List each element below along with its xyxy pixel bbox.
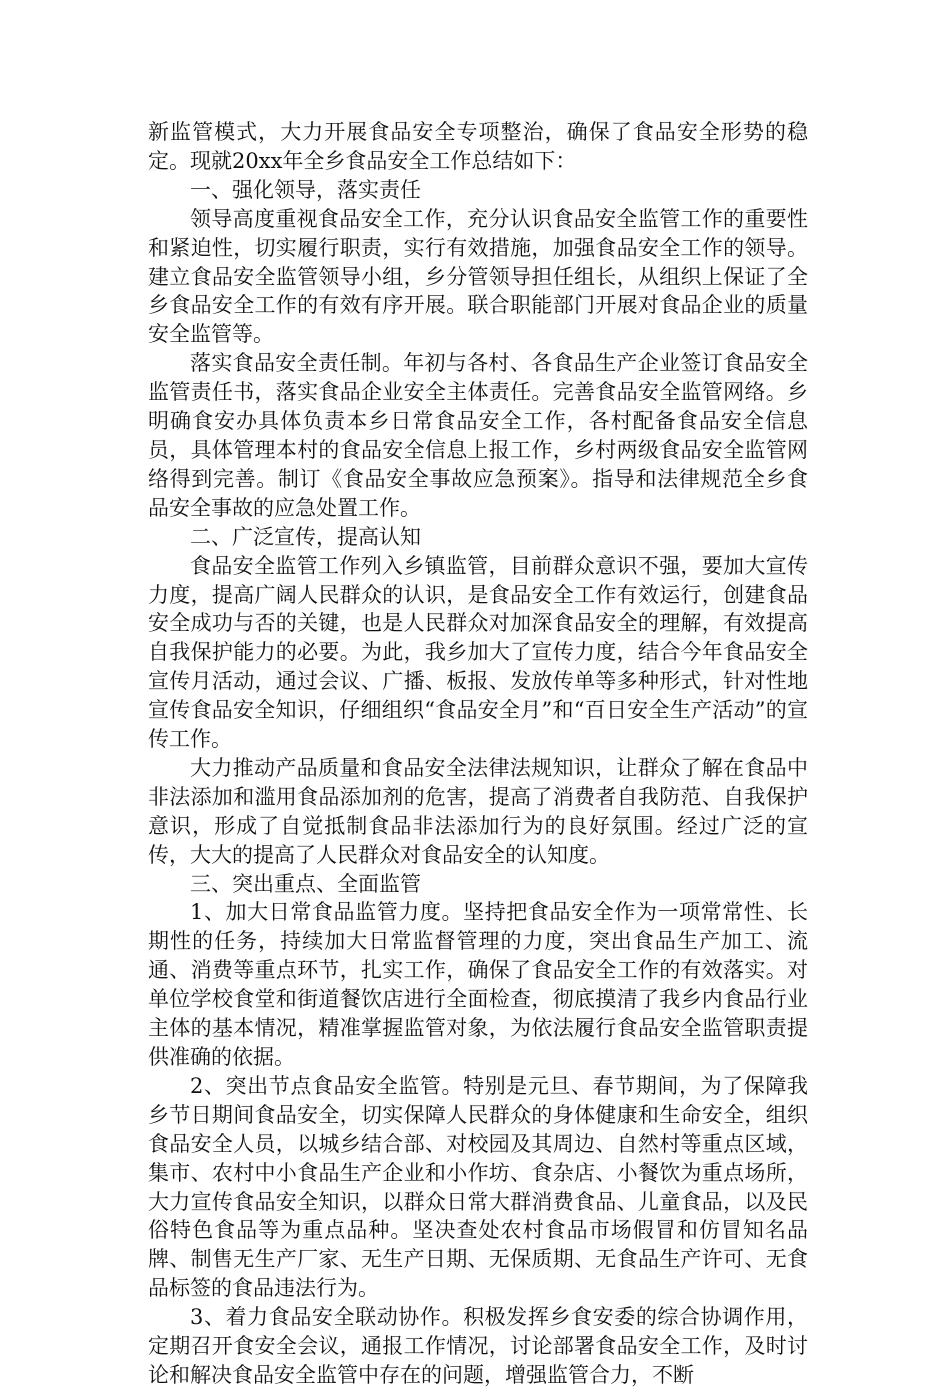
document-body bbox=[148, 118, 808, 1390]
paragraph-intro: 新监管模式，大力开展食品安全专项整治，确保了食品安全形势的稳定。现就20xx年全乡食品安全工作总结如下： bbox=[148, 120, 808, 173]
paragraph: 落实食品安全责任制。年初与各村、各食品生产企业签订食品安全监管责任书，落实食品企业安全主体责任。完善食品安全监管网络。乡明确食安办具体负责本乡日常食品安全工作，各村配备食品安全信息员，具体管理本村的食品安全信息上报工作，乡村两级食品安全监管网络得到完善。制订《食品安全事故应急预案》。指导和法律规范全乡食品安全事故的应急处置工作。 bbox=[148, 351, 808, 520]
paragraph: 大力推动产品质量和食品安全法律法规知识，让群众了解在食品中非法添加和滥用食品添加剂的危害，提高了消费者自我防范、自我保护意识，形成了自觉抵制食品非法添加行为的良好氛围。经过广泛的宣传，大大的提高了人民群众对食品安全的认知度。 bbox=[148, 755, 808, 867]
paragraph: 2、突出节点食品安全监管。特别是元旦、春节期间，为了保障我乡节日期间食品安全，切实保障人民群众的身体健康和生命安全，组织食品安全人员，以城乡结合部、对校园及其周边、自然村等重点区域，集市、农村中小食品生产企业和小作坊、食杂店、小餐饮为重点场所，大力宣传食品安全知识，以群众日常大群消费食品、儿童食品，以及民俗特色食品等为重点品种。坚决查处农村食品市场假冒和仿冒知名品牌、制售无生产厂家、无生产日期、无保质期、无食品生产许可、无食品标签的食品违法行为。 bbox=[148, 1073, 808, 1301]
section-heading-1: 一、强化领导，落实责任 bbox=[190, 177, 421, 202]
paragraph: 1、加大日常食品监管力度。坚持把食品安全作为一项常常性、长期性的任务，持续加大日常监督管理的力度，突出食品生产加工、流通、消费等重点环节，扎实工作，确保了食品安全工作的有效落实。对单位学校食堂和街道餐饮店进行全面检查，彻底摸清了我乡内食品行业主体的基本情况，精准掌握监管对象，为依法履行食品安全监管职责提供准确的依据。 bbox=[148, 900, 808, 1069]
paragraph: 领导高度重视食品安全工作，充分认识食品安全监管工作的重要性和紧迫性，切实履行职责，实行有效措施，加强食品安全工作的领导。建立食品安全监管领导小组，乡分管领导担任组长，从组织上保证了全乡食品安全工作的有效有序开展。联合职能部门开展对食品企业的质量安全监管等。 bbox=[148, 206, 808, 347]
paragraph: 3、着力食品安全联动协作。积极发挥乡食安委的综合协调作用，定期召开食安全会议，通报工作情况，讨论部署食品安全工作，及时讨论和解决食品安全监管中存在的问题，增强监管合力，不断 bbox=[148, 1305, 808, 1387]
section-heading-2: 二、广泛宣传，提高认知 bbox=[190, 524, 421, 549]
paragraph: 食品安全监管工作列入乡镇监管，目前群众意识不强，要加大宣传力度，提高广阔人民群众的认识，是食品安全工作有效运行，创建食品安全成功与否的关键，也是人民群众对加深食品安全的理解，有效提高自我保护能力的必要。为此，我乡加大了宣传力度，结合今年食品安全宣传月活动，通过会议、广播、板报、发放传单等多种形式，针对性地宣传食品安全知识，仔细组织“食品安全月”和“百日安全生产活动”的宣传工作。 bbox=[148, 553, 808, 752]
section-heading-3: 三、突出重点、全面监管 bbox=[190, 871, 421, 896]
